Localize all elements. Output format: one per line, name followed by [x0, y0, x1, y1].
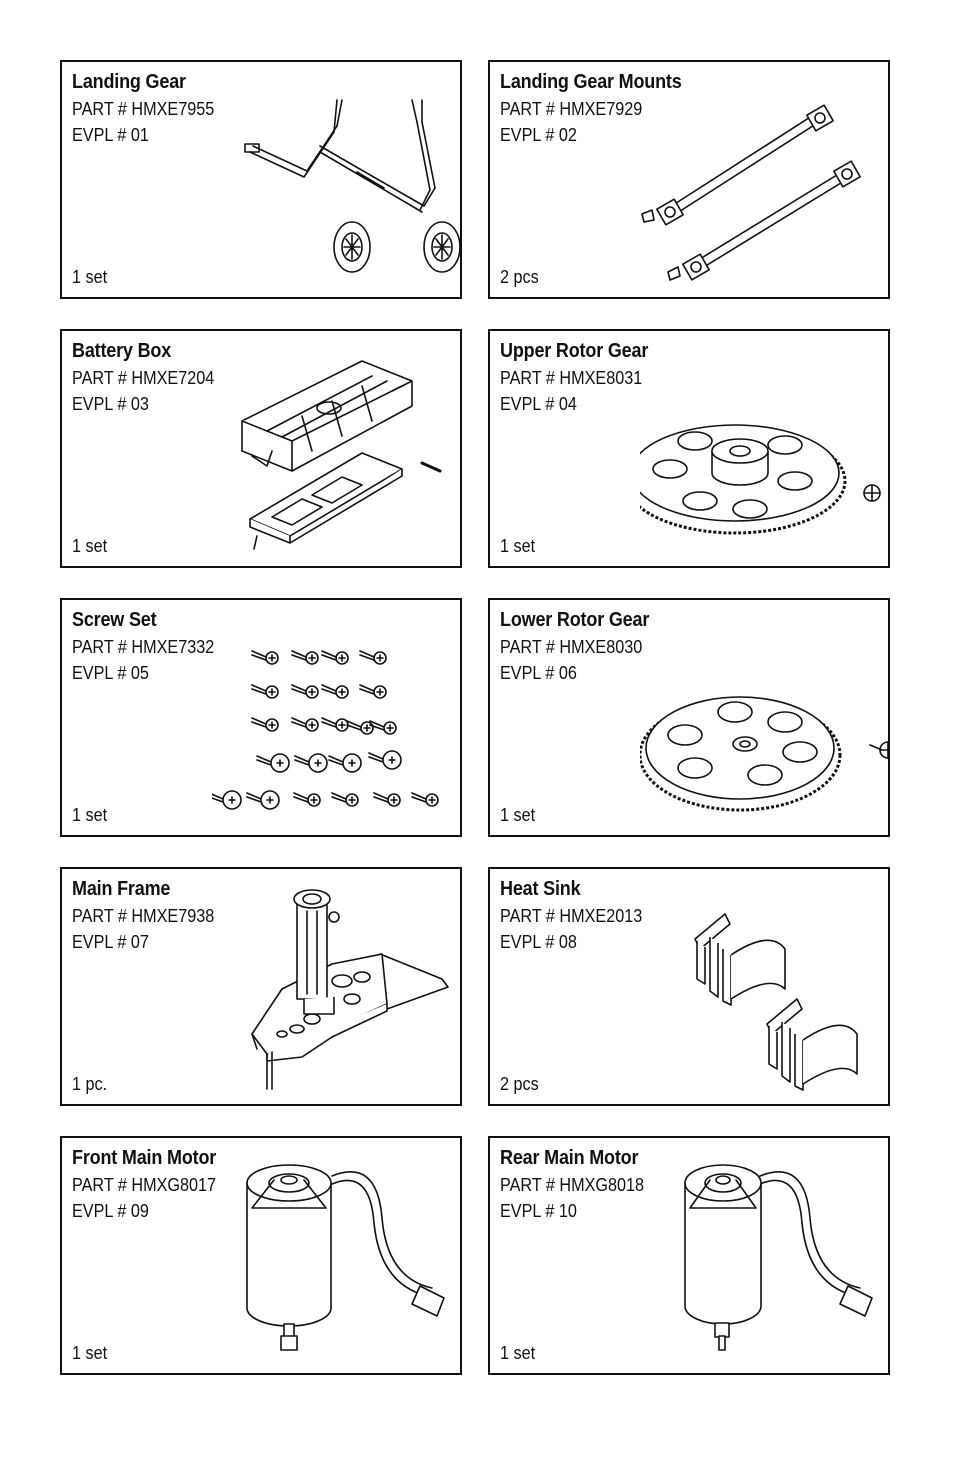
part-number: PART # HMXE7332: [72, 637, 215, 657]
evpl-number: EVPL # 06: [500, 663, 577, 683]
part-title: Heat Sink: [500, 878, 581, 900]
part-number: PART # HMXE2013: [500, 906, 643, 926]
part-quantity: 1 set: [72, 536, 108, 556]
part-title: Battery Box: [72, 340, 172, 362]
part-card-heat-sink: [488, 867, 890, 1106]
part-card-battery-box: [60, 329, 462, 568]
part-card-landing-gear: [60, 60, 462, 299]
evpl-number: EVPL # 05: [72, 663, 149, 683]
landing-gear-mounts-illustration-icon: [640, 62, 890, 297]
part-quantity: 2 pcs: [500, 1074, 539, 1094]
part-card-landing-gear-mounts: [488, 60, 890, 299]
battery-box-illustration-icon: [212, 331, 462, 566]
part-title: Screw Set: [72, 609, 157, 631]
evpl-number: EVPL # 10: [500, 1201, 577, 1221]
part-number: PART # HMXG8018: [500, 1175, 645, 1195]
evpl-number: EVPL # 07: [72, 932, 149, 952]
part-title: Landing Gear Mounts: [500, 71, 682, 93]
part-number: PART # HMXE7938: [72, 906, 215, 926]
evpl-number: EVPL # 04: [500, 394, 577, 414]
evpl-number: EVPL # 09: [72, 1201, 149, 1221]
part-card-main-frame: [60, 867, 462, 1106]
part-title: Upper Rotor Gear: [500, 340, 649, 362]
part-number: PART # HMXE7955: [72, 99, 215, 119]
evpl-number: EVPL # 03: [72, 394, 149, 414]
part-quantity: 1 set: [500, 1343, 536, 1363]
part-title: Lower Rotor Gear: [500, 609, 650, 631]
heat-sink-illustration-icon: [640, 869, 890, 1104]
part-number: PART # HMXE7929: [500, 99, 643, 119]
part-quantity: 1 set: [72, 805, 108, 825]
evpl-number: EVPL # 08: [500, 932, 577, 952]
main-frame-illustration-icon: [212, 869, 462, 1104]
part-quantity: 1 set: [72, 1343, 108, 1363]
rear-main-motor-illustration-icon: [640, 1138, 890, 1373]
landing-gear-illustration-icon: [212, 62, 462, 297]
part-quantity: 1 set: [500, 536, 536, 556]
part-card-rear-main-motor: [488, 1136, 890, 1375]
part-title: Main Frame: [72, 878, 171, 900]
part-title: Landing Gear: [72, 71, 186, 93]
upper-rotor-gear-illustration-icon: [640, 331, 890, 566]
part-number: PART # HMXE8031: [500, 368, 643, 388]
part-number: PART # HMXE8030: [500, 637, 643, 657]
part-card-front-main-motor: [60, 1136, 462, 1375]
evpl-number: EVPL # 02: [500, 125, 577, 145]
screw-set-illustration-icon: [212, 600, 462, 835]
part-title: Rear Main Motor: [500, 1147, 639, 1169]
part-quantity: 1 set: [72, 267, 108, 287]
part-card-lower-rotor-gear: [488, 598, 890, 837]
part-number: PART # HMXG8017: [72, 1175, 217, 1195]
part-card-screw-set: [60, 598, 462, 837]
part-number: PART # HMXE7204: [72, 368, 215, 388]
lower-rotor-gear-illustration-icon: [640, 600, 890, 835]
part-quantity: 1 set: [500, 805, 536, 825]
evpl-number: EVPL # 01: [72, 125, 149, 145]
part-title: Front Main Motor: [72, 1147, 217, 1169]
part-quantity: 2 pcs: [500, 267, 539, 287]
part-quantity: 1 pc.: [72, 1074, 108, 1094]
front-main-motor-illustration-icon: [212, 1138, 462, 1373]
part-card-upper-rotor-gear: [488, 329, 890, 568]
